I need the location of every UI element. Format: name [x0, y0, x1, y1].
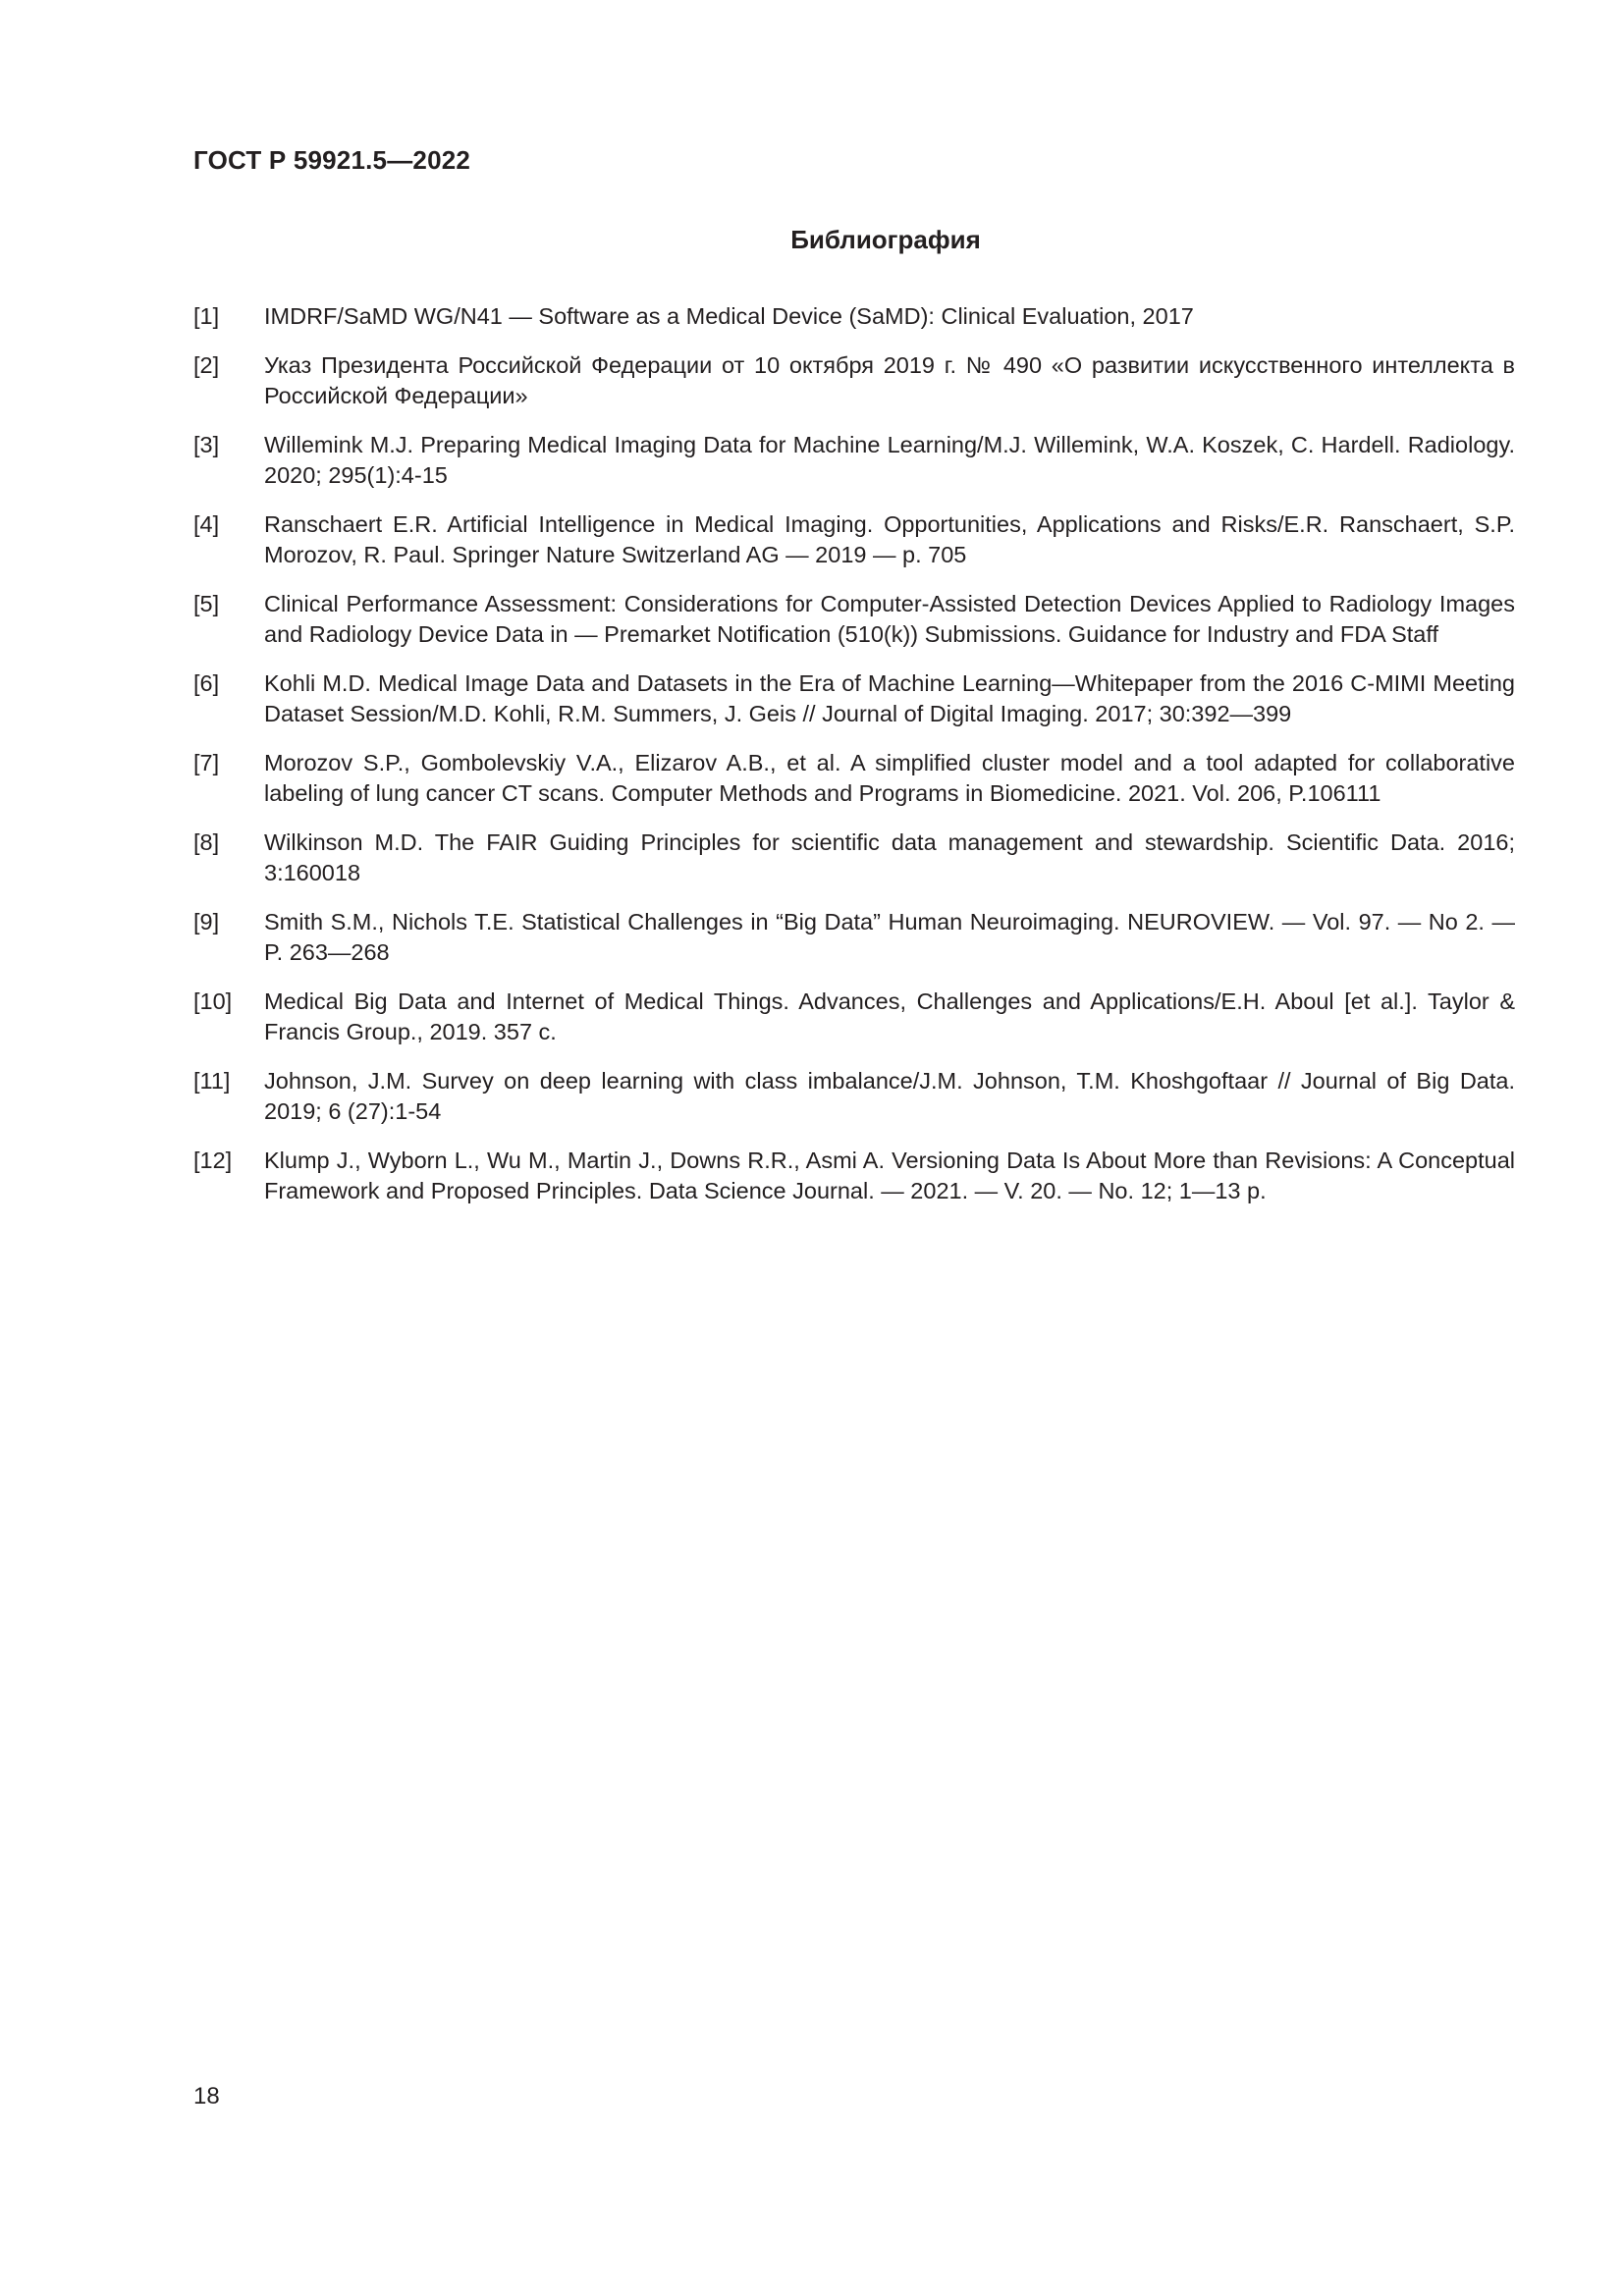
entry-number: [9] — [193, 909, 220, 934]
entry-number: [11] — [193, 1068, 231, 1094]
entry-number: [12] — [193, 1148, 233, 1173]
entry-text: Указ Президента Российской Федерации от 10 октября 2019 г. № 490 «О развитии искусственного интеллекта в Российской Федерации» — [264, 352, 1515, 408]
entry-number: [8] — [193, 829, 220, 855]
section-title: Библиография — [790, 225, 981, 254]
entry-number: [5] — [193, 591, 220, 616]
bibliography-entry — [193, 907, 1515, 968]
entry-text: Klump J., Wyborn L., Wu M., Martin J., Downs R.R., Asmi A. Versioning Data Is About More than Revisions: A Conceptual Framework and Proposed Principles. Data Science Journal. — 2021. — V. 20. — No. 12; 1—13 p. — [264, 1148, 1515, 1203]
entry-text: Johnson, J.M. Survey on deep learning with class imbalance/J.M. Johnson, T.M. Khoshgoftaar // Journal of Big Data. 2019; 6 (27):1-54 — [264, 1068, 1515, 1124]
entry-number: [2] — [193, 352, 220, 378]
bibliography-entry — [193, 1146, 1515, 1206]
bibliography-entry — [193, 748, 1515, 809]
entry-text: Willemink M.J. Preparing Medical Imaging Data for Machine Learning/M.J. Willemink, W.A. Koszek, C. Hardell. Radiology. 2020; 295(1):4-15 — [264, 432, 1515, 488]
bibliography-entry — [193, 301, 1515, 332]
entry-number: [4] — [193, 511, 220, 537]
bibliography-entry — [193, 987, 1515, 1047]
entry-number: [10] — [193, 988, 233, 1014]
bibliography-entry — [193, 509, 1515, 570]
entry-number: [7] — [193, 750, 220, 775]
entry-text: Kohli M.D. Medical Image Data and Datasets in the Era of Machine Learning—Whitepaper from the 2016 C-MIMI Meeting Dataset Session/M.D. Kohli, R.M. Summers, J. Geis // Journal of Digital Imaging. 2017; 30:392—399 — [264, 670, 1515, 726]
entry-text: Medical Big Data and Internet of Medical Things. Advances, Challenges and Applications/E.H. Aboul [et al.]. Taylor & Francis Group., 2019. 357 c. — [264, 988, 1515, 1044]
entry-number: [6] — [193, 670, 220, 696]
bibliography-entry — [193, 1066, 1515, 1127]
entry-text: IMDRF/SaMD WG/N41 — Software as a Medical Device (SaMD): Clinical Evaluation, 2017 — [264, 303, 1194, 329]
entry-text: Wilkinson M.D. The FAIR Guiding Principles for scientific data management and stewardship. Scientific Data. 2016; 3:160018 — [264, 829, 1515, 885]
bibliography-entry — [193, 430, 1515, 491]
bibliography-entry — [193, 589, 1515, 650]
entry-text: Clinical Performance Assessment: Considerations for Computer-Assisted Detection Devices Applied to Radiology Images and Radiology Device Data in — Premarket Notification (510(k)) Submissions. Guidance for Industry and FDA Staff — [264, 591, 1515, 647]
bibliography-entry — [193, 828, 1515, 888]
standard-code-header: ГОСТ Р 59921.5—2022 — [193, 145, 471, 175]
entry-number: [1] — [193, 303, 220, 329]
bibliography-entry — [193, 668, 1515, 729]
entry-text: Morozov S.P., Gombolevskiy V.A., Elizarov A.B., et al. A simplified cluster model and a tool adapted for collaborative labeling of lung cancer CT scans. Computer Methods and Programs in Biomedicine. 2021. Vol. 206, P.106111 — [264, 750, 1515, 806]
entry-number: [3] — [193, 432, 220, 457]
entry-text: Ranschaert E.R. Artificial Intelligence in Medical Imaging. Opportunities, Applications and Risks/E.R. Ranschaert, S.P. Morozov, R. Paul. Springer Nature Switzerland AG — 2019 — p. 705 — [264, 511, 1515, 567]
bibliography-list — [193, 301, 1515, 1225]
entry-text: Smith S.M., Nichols T.E. Statistical Challenges in “Big Data” Human Neuroimaging. NEUROVIEW. — Vol. 97. — No 2. — P. 263—268 — [264, 909, 1515, 965]
bibliography-entry — [193, 350, 1515, 411]
page-number: 18 — [193, 2083, 220, 2109]
